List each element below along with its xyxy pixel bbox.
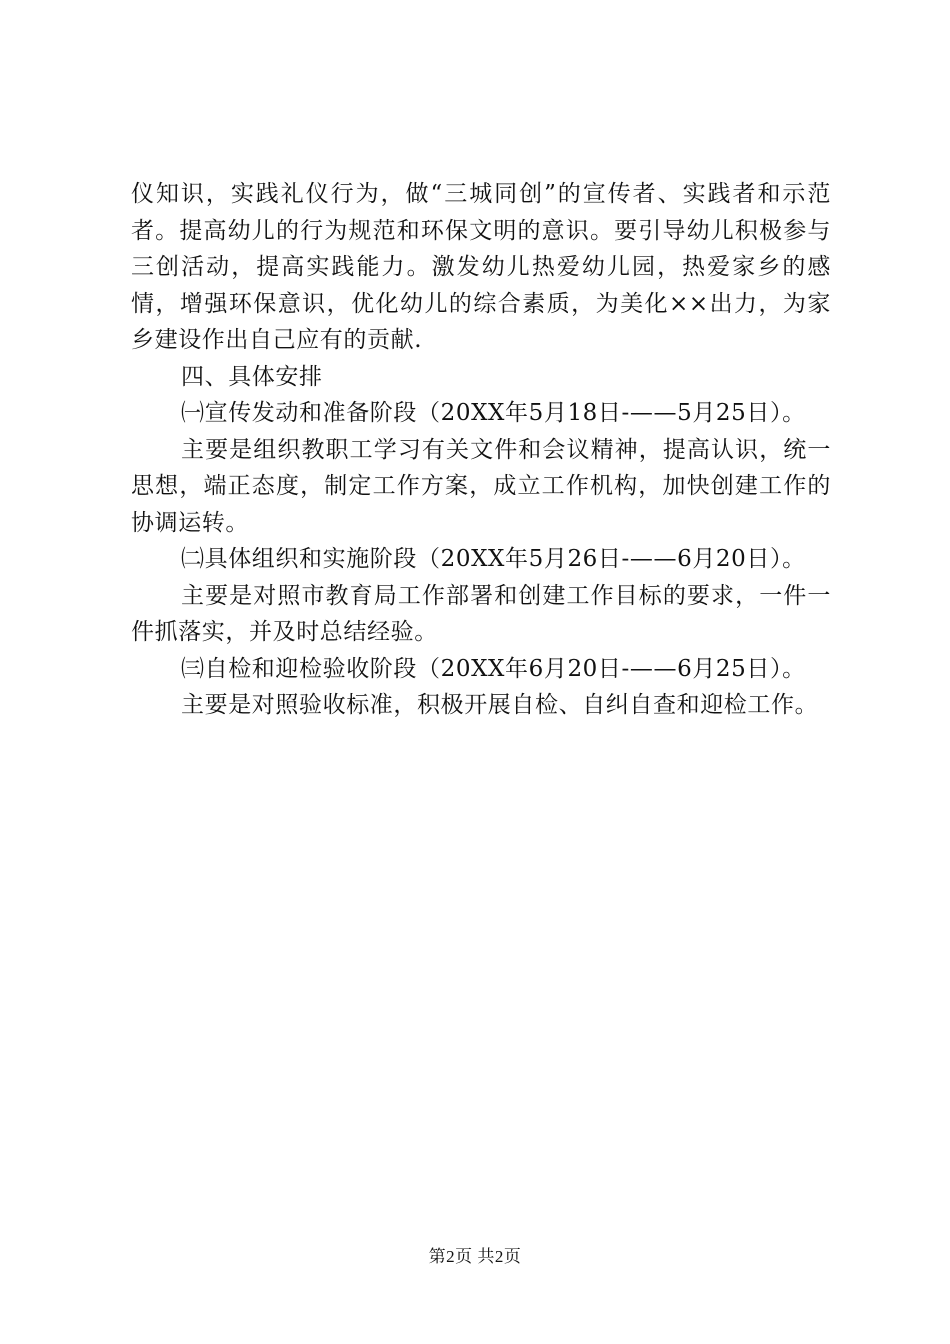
stage-three-heading: ㈢自检和迎检验收阶段（20XX年6月20日-——6月25日）。 [181, 655, 806, 682]
stage-one-body: 主要是组织教职工学习有关文件和会议精神，提高认识，统一思想，端正态度，制定工作方案，成立工作机构，加快创建工作的协调运转。 [131, 436, 831, 536]
section-heading: 四、具体安排 [181, 363, 323, 390]
stage-two-body: 主要是对照市教育局工作部署和创建工作目标的要求，一件一件抓落实，并及时总结经验。 [131, 582, 831, 645]
paragraph-continuation: 仪知识，实践礼仪行为，做“三城同创”的宣传者、实践者和示范者。提高幼儿的行为规范和环保文明的意识。要引导幼儿积极参与三创活动，提高实践能力。激发幼儿热爱幼儿园，热爱家乡的感情，增强环保意识，优化幼儿的综合素质，为美化××出力，为家乡建设作出自己应有的贡献. [131, 181, 831, 353]
stage-one-heading: ㈠宣传发动和准备阶段（20XX年5月18日-——5月25日）。 [181, 400, 806, 426]
stage-three-body: 主要是对照验收标准，积极开展自检、自纠自查和迎检工作。 [181, 692, 819, 718]
stage-two-heading: ㈡具体组织和实施阶段（20XX年5月26日-——6月20日）。 [181, 546, 806, 572]
page-number-footer: 第2页 共2页 [428, 1247, 522, 1266]
document-body [131, 176, 831, 724]
